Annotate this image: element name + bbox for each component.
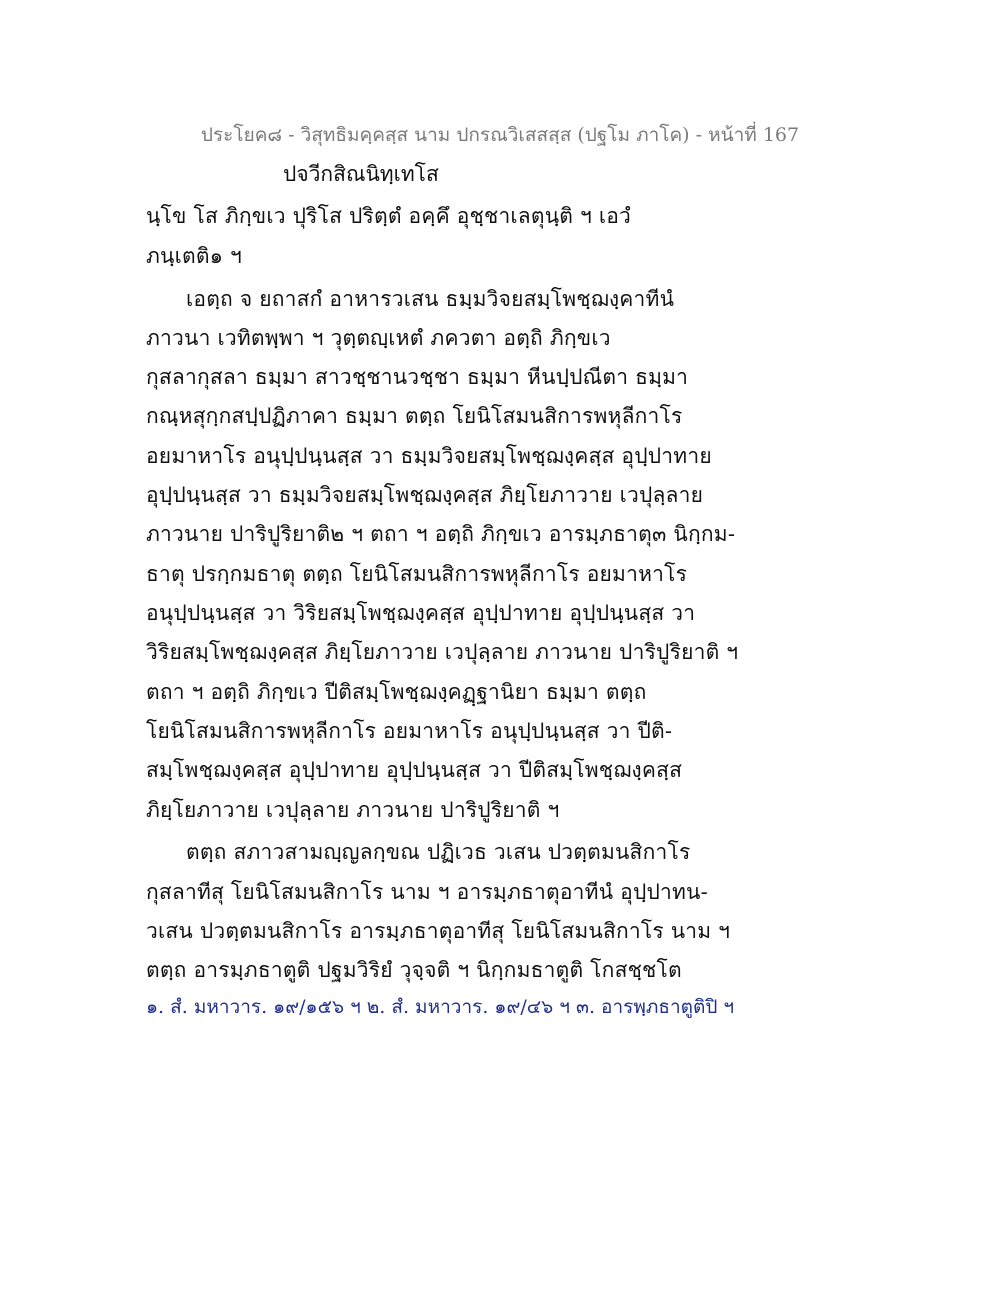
text-line: ภิยฺโยภาวาย เวปุลฺลาย ภาวนาย ปาริปูริยาติ ฯ: [146, 798, 560, 822]
text-line: กณฺหสุกฺกสปฺปฏิภาคา ธมฺมา ตตฺถ โยนิโสมนสิการพหุลีกาโร: [146, 404, 683, 428]
text-line: โยนิโสมนสิการพหุลีกาโร อยมาหาโร อนุปฺปนฺนสฺส วา ปีติ-: [146, 719, 673, 743]
footnote: ๑. สํ. มหาวาร. ๑๙/๑๕๖ ฯ ๒. สํ. มหาวาร. ๑๙/๔๖ ฯ ๓. อารพฺภธาตูติปิ ฯ: [146, 996, 735, 1018]
text-line: เอตฺถ จ ยถาสกํ อาหารวเสน ธมฺมวิจยสมฺโพชฺฌงฺคาทีนํ: [186, 287, 675, 311]
page-header: ประโยค๘ - วิสุทธิมคฺคสฺส นาม ปกรณวิเสสสฺส (ปฐโม ภาโค) - หน้าที่ 167: [200, 124, 800, 146]
text-line: นฺโข โส ภิกฺขเว ปุริโส ปริตฺตํ อคฺคึ อุชฺชาเลตุนฺติ ฯ เอวํ: [146, 204, 632, 228]
text-line: วิริยสมฺโพชฺฌงฺคสฺส ภิยฺโยภาวาย เวปุลฺลาย ภาวนาย ปาริปูริยาติ ฯ: [146, 640, 739, 664]
text-line: ตตฺถ สภาวสามญฺญลกฺขณ ปฏิเวธ วเสน ปวตฺตมนสิกาโร: [186, 840, 691, 864]
text-line: สมฺโพชฺฌงฺคสฺส อุปฺปาทาย อุปฺปนฺนสฺส วา ปีติสมฺโพชฺฌงฺคสฺส: [146, 758, 683, 782]
text-line: ตถา ฯ อตฺถิ ภิกฺขเว ปีติสมฺโพชฺฌงฺคฏฺฐานิยา ธมฺมา ตตฺถ: [146, 680, 647, 704]
text-line: กุสลาทีสุ โยนิโสมนสิกาโร นาม ฯ อารมฺภธาตุอาทีนํ อุปฺปาทน-: [146, 880, 708, 904]
text-line: ภาวนา เวทิตพฺพา ฯ วุตฺตญฺเหตํ ภควตา อตฺถิ ภิกฺขเว: [146, 326, 611, 350]
text-line: วเสน ปวตฺตมนสิกาโร อารมฺภธาตุอาทีสุ โยนิโสมนสิกาโร นาม ฯ: [146, 919, 731, 943]
text-line: อยมาหาโร อนุปฺปนฺนสฺส วา ธมฺมวิจยสมฺโพชฺฌงฺคสฺส อุปฺปาทาย: [146, 444, 712, 468]
text-line: ภาวนาย ปาริปูริยาติ๒ ฯ ตถา ฯ อตฺถิ ภิกฺขเว อารมฺภธาตุ๓ นิกฺกม-: [146, 522, 736, 546]
text-line: อนุปฺปนฺนสฺส วา วิริยสมฺโพชฺฌงฺคสฺส อุปฺปาทาย อุปฺปนฺนสฺส วา: [146, 601, 696, 625]
text-line: ตตฺถ อารมฺภธาตูติ ปฐมวิริยํ วุจฺจติ ฯ นิกฺกมธาตูติ โกสชฺชโต: [146, 958, 682, 982]
text-line: ธาตุ ปรกฺกมธาตุ ตตฺถ โยนิโสมนสิการพหุลีกาโร อยมาหาโร: [146, 562, 688, 586]
text-line: ภนฺเตติ๑ ฯ: [146, 244, 243, 268]
text-line: อุปฺปนฺนสฺส วา ธมฺมวิจยสมฺโพชฺฌงฺคสฺส ภิยฺโยภาวาย เวปุลฺลาย: [146, 483, 704, 507]
section-subtitle: ปจวีกสิณนิทฺเทโส: [283, 162, 439, 186]
text-line: กุสลากุสลา ธมฺมา สาวชฺชานวชฺชา ธมฺมา หีนปฺปณีตา ธมฺมา: [146, 365, 689, 389]
